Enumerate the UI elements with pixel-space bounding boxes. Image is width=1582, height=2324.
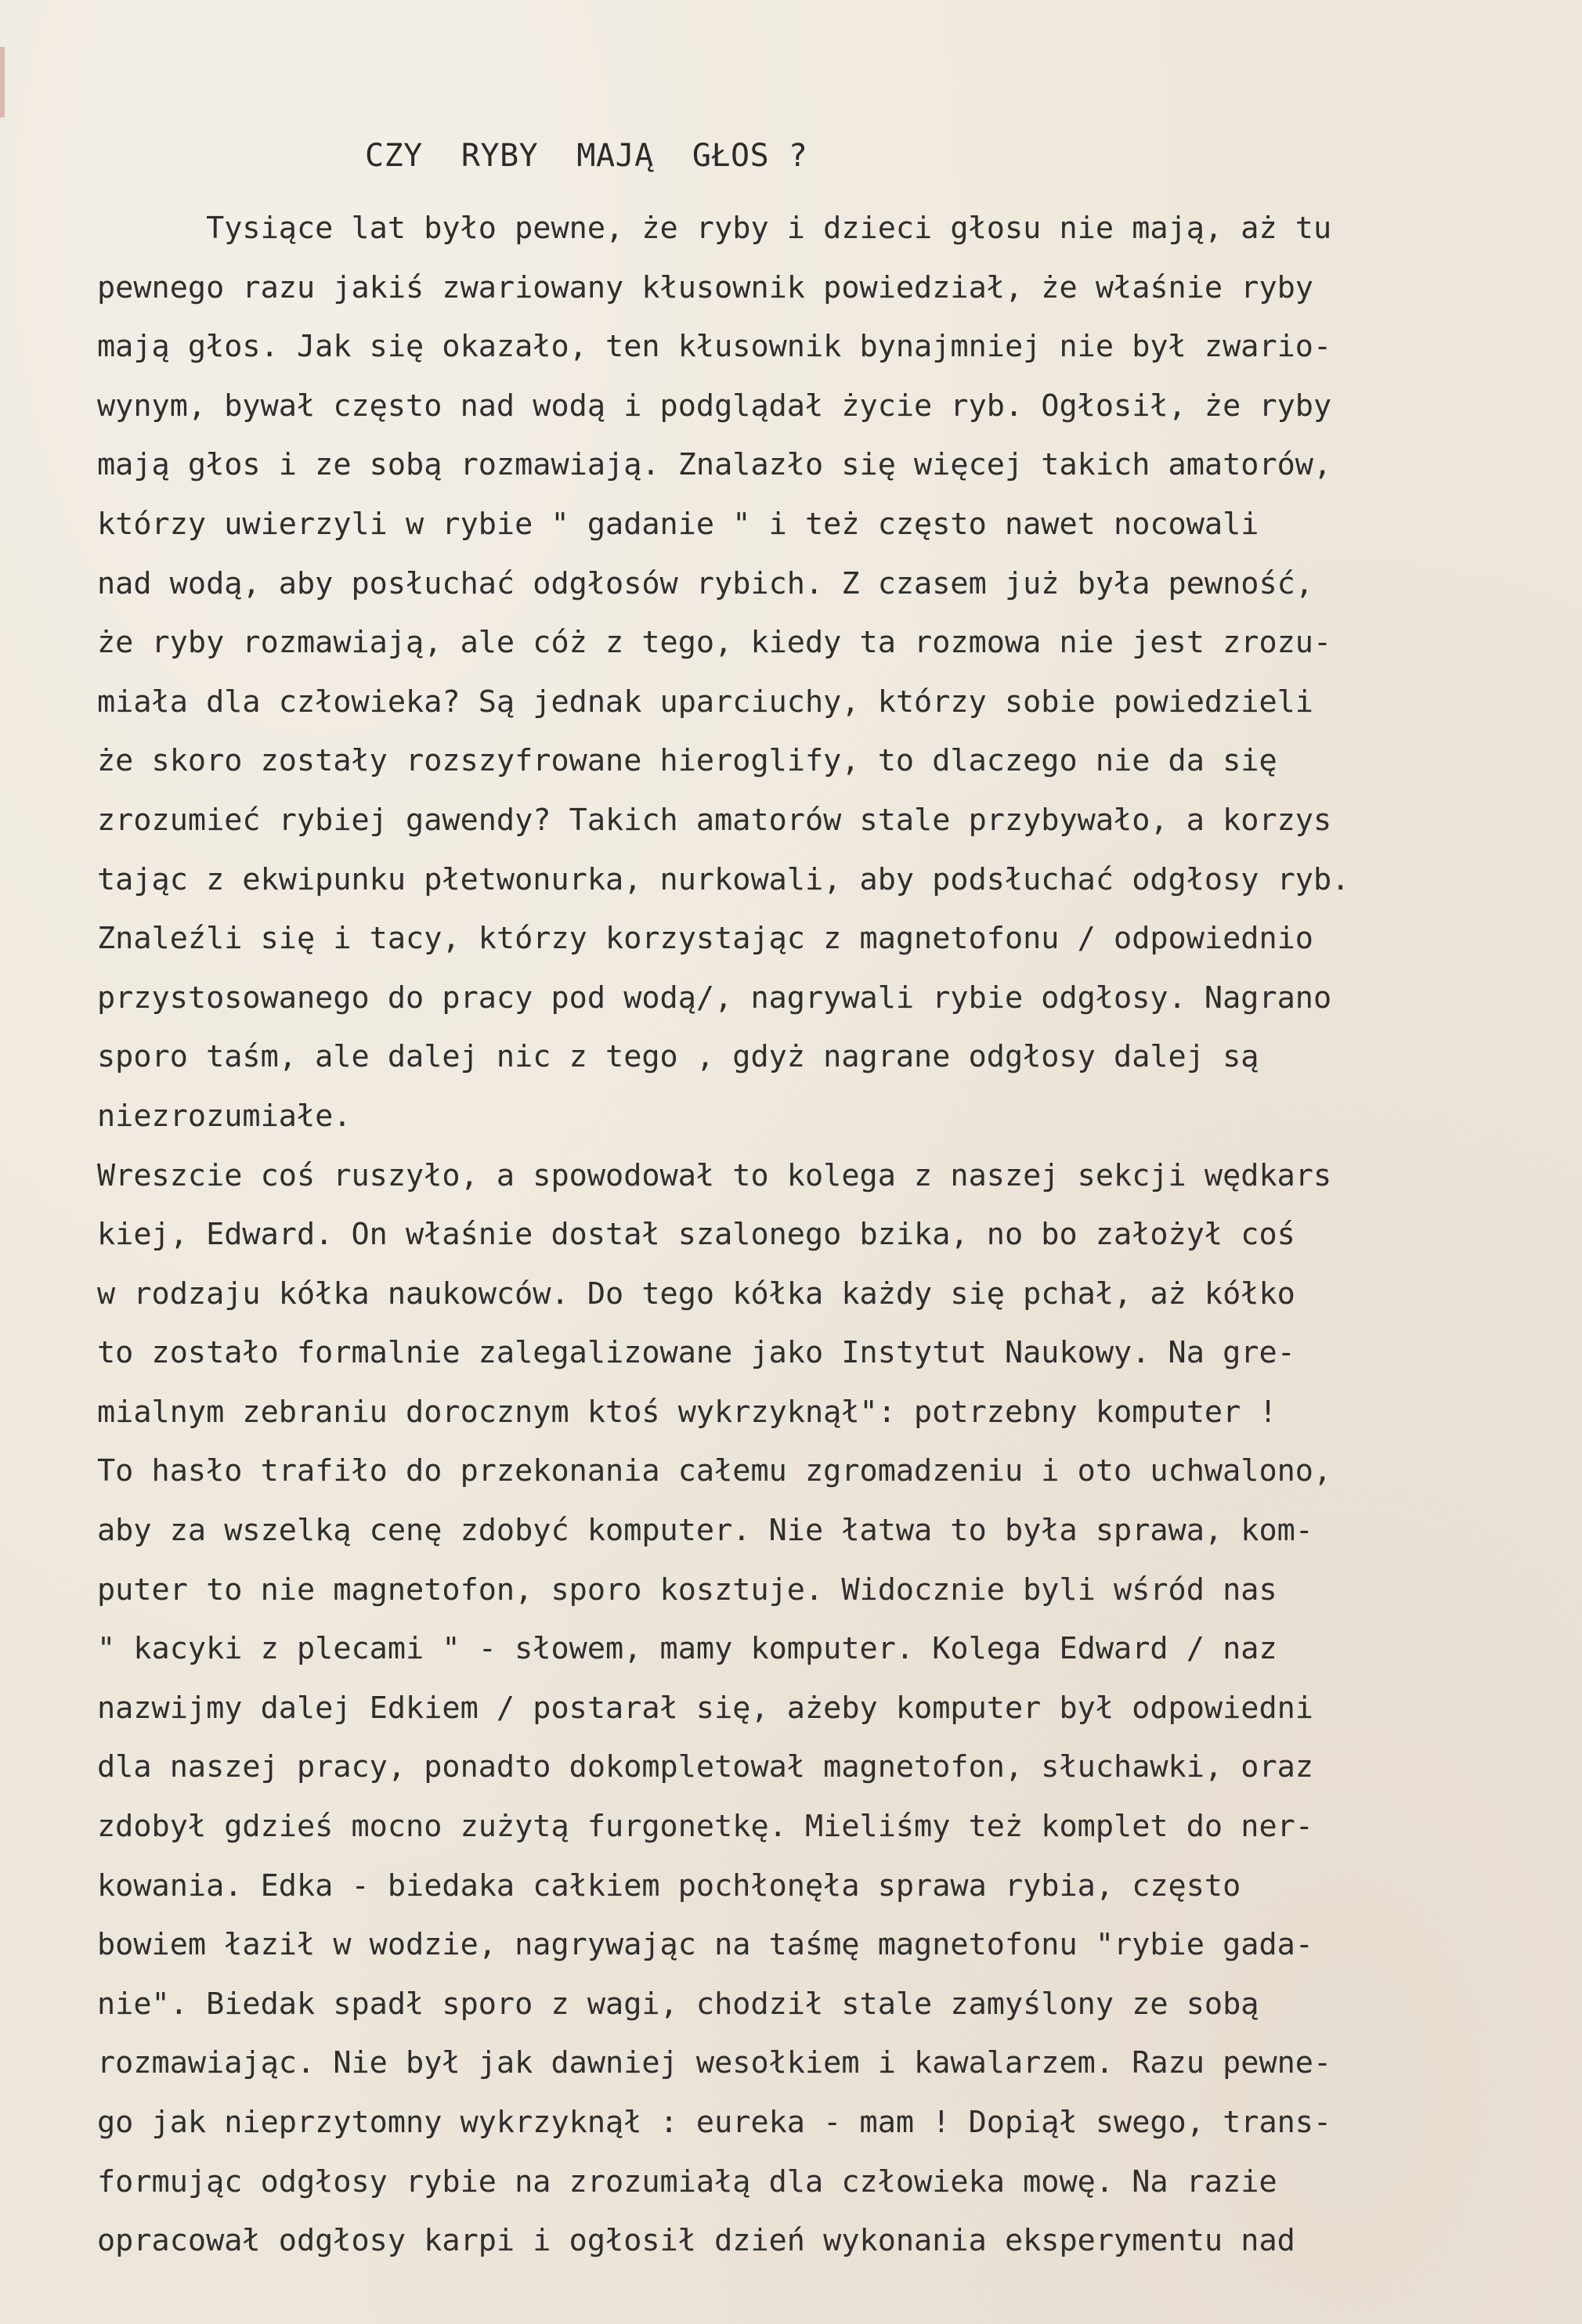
text-line: aby za wszelką cenę zdobyć komputer. Nie łatwa to była sprawa, kom- [97, 1513, 1313, 1549]
text-line: niezrozumiałe. [97, 1098, 352, 1134]
text-line: " kacyki z plecami " - słowem, mamy komputer. Kolega Edward / naz [97, 1631, 1277, 1667]
text-line: bowiem łaził w wodzie, nagrywając na taśmę magnetofonu "rybie gada- [97, 1927, 1313, 1963]
body-text [97, 199, 1554, 2271]
text-line: nazwijmy dalej Edkiem / postarał się, ażeby komputer był odpowiedni [97, 1690, 1313, 1726]
text-line: mają głos. Jak się okazało, ten kłusownik bynajmniej nie był zwario- [97, 329, 1332, 365]
text-line: go jak nieprzytomny wykrzyknął : eureka - mam ! Dopiął swego, trans- [97, 2105, 1332, 2140]
text-line: kowania. Edka - biedaka całkiem pochłonęła sprawa rybia, często [97, 1868, 1241, 1904]
text-line: miała dla człowieka? Są jednak uparciuchy, którzy sobie powiedzieli [97, 684, 1313, 720]
text-line: dla naszej pracy, ponadto dokompletował magnetofon, słuchawki, oraz [97, 1749, 1313, 1785]
text-line: mają głos i ze sobą rozmawiają. Znalazło się więcej takich amatorów, [97, 447, 1332, 483]
text-line: że skoro zostały rozszyfrowane hieroglify, to dlaczego nie da się [97, 743, 1277, 779]
text-line: zdobył gdzieś mocno zużytą furgonetkę. Mieliśmy też komplet do ner- [97, 1809, 1313, 1845]
text-line: sporo taśm, ale dalej nic z tego , gdyż nagrane odgłosy dalej są [97, 1039, 1259, 1075]
text-line: Wreszcie coś ruszyło, a spowodował to kolega z naszej sekcji wędkars [97, 1157, 1332, 1193]
text-line: wynym, bywał często nad wodą i podglądał życie ryb. Ogłosił, że ryby [97, 388, 1332, 424]
text-line: Znaleźli się i tacy, którzy korzystając z magnetofonu / odpowiednio [97, 921, 1313, 957]
text-line: opracował odgłosy karpi i ogłosił dzień wykonania eksperymentu nad [97, 2223, 1295, 2259]
text-line: rozmawiając. Nie był jak dawniej wesołkiem i kawalarzem. Razu pewne- [97, 2045, 1332, 2081]
text-line: zrozumieć rybiej gawendy? Takich amatorów stale przybywało, a korzys [97, 802, 1332, 838]
text-line: tając z ekwipunku płetwonurka, nurkowali, aby podsłuchać odgłosy ryb. [97, 861, 1350, 897]
page-title: CZY RYBY MAJĄ GŁOS ? [365, 138, 808, 174]
text-line: przystosowanego do pracy pod wodą/, nagrywali rybie odgłosy. Nagrano [97, 980, 1332, 1016]
text-line: nad wodą, aby posłuchać odgłosów rybich. Z czasem już była pewność, [97, 565, 1313, 601]
text-line: że ryby rozmawiają, ale cóż z tego, kiedy ta rozmowa nie jest zrozu- [97, 625, 1332, 661]
text-line: którzy uwierzyli w rybie " gadanie " i też często nawet nocowali [97, 506, 1259, 542]
text-line: To hasło trafiło do przekonania całemu zgromadzeniu i oto uchwalono, [97, 1453, 1332, 1489]
paper-edge-mark [0, 47, 5, 117]
text-line: puter to nie magnetofon, sporo kosztuje. Widocznie byli wśród nas [97, 1572, 1277, 1608]
text-line: to zostało formalnie zalegalizowane jako Instytut Naukowy. Na gre- [97, 1335, 1295, 1371]
text-line: nie". Biedak spadł sporo z wagi, chodził stale zamyślony ze sobą [97, 1986, 1259, 2022]
text-line: kiej, Edward. On właśnie dostał szalonego bzika, no bo założył coś [97, 1217, 1295, 1253]
text-line: w rodzaju kółka naukowców. Do tego kółka każdy się pchał, aż kółko [97, 1276, 1295, 1312]
text-line: Tysiące lat było pewne, że ryby i dzieci głosu nie mają, aż tu [97, 211, 1332, 246]
text-line: formując odgłosy rybie na zrozumiałą dla człowieka mowę. Na razie [97, 2163, 1277, 2200]
text-line: pewnego razu jakiś zwariowany kłusownik powiedział, że właśnie ryby [97, 269, 1313, 305]
text-line: mialnym zebraniu dorocznym ktoś wykrzyknął": potrzebny komputer ! [97, 1394, 1277, 1430]
